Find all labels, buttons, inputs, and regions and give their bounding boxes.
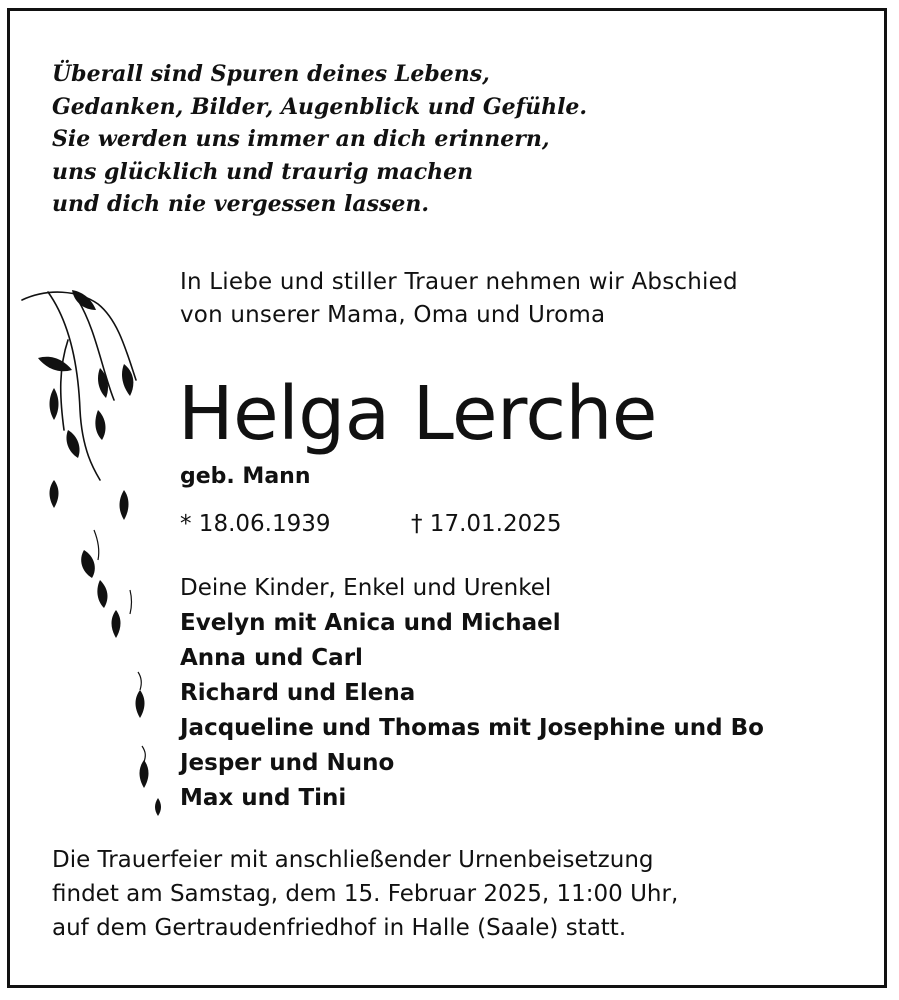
death-date: † 17.01.2025 [411, 511, 562, 537]
mourner-entry: Richard und Elena [180, 680, 416, 706]
service-line: Die Trauerfeier mit anschließender Urnenbeisetzung [52, 847, 654, 873]
birth-date: * 18.06.1939 [180, 511, 331, 537]
mourner-entry: Max und Tini [180, 785, 347, 811]
intro-line: In Liebe und stiller Trauer nehmen wir Abschied [180, 269, 738, 295]
birch-branch-illustration [18, 280, 168, 820]
birth-name: geb. Mann [180, 464, 311, 489]
intro-line: von unserer Mama, Oma und Uroma [180, 302, 606, 328]
memorial-poem [52, 58, 587, 221]
funeral-service-info [52, 843, 678, 945]
mourner-entry: Jacqueline und Thomas mit Josephine und Bo [180, 715, 764, 741]
service-line: auf dem Gertraudenfriedhof in Halle (Saale) statt. [52, 915, 627, 941]
service-line: findet am Samstag, dem 15. Februar 2025, 11:00 Uhr, [52, 881, 679, 907]
poem-line: uns glücklich und traurig machen [52, 158, 474, 185]
poem-line: Überall sind Spuren deines Lebens, [52, 61, 490, 87]
mourner-entry: Anna und Carl [180, 645, 363, 671]
mourner-entry: Evelyn mit Anica und Michael [180, 610, 561, 636]
poem-line: und dich nie vergessen lassen. [52, 191, 430, 217]
deceased-name: Helga Lerche [178, 371, 657, 457]
mourners-heading: Deine Kinder, Enkel und Urenkel [180, 575, 552, 601]
poem-line: Sie werden uns immer an dich erinnern, [52, 126, 550, 152]
mourner-entry: Jesper und Nuno [180, 750, 395, 776]
mourners-list [180, 571, 764, 816]
poem-line: Gedanken, Bilder, Augenblick und Gefühle. [52, 93, 588, 120]
farewell-intro [180, 266, 738, 332]
